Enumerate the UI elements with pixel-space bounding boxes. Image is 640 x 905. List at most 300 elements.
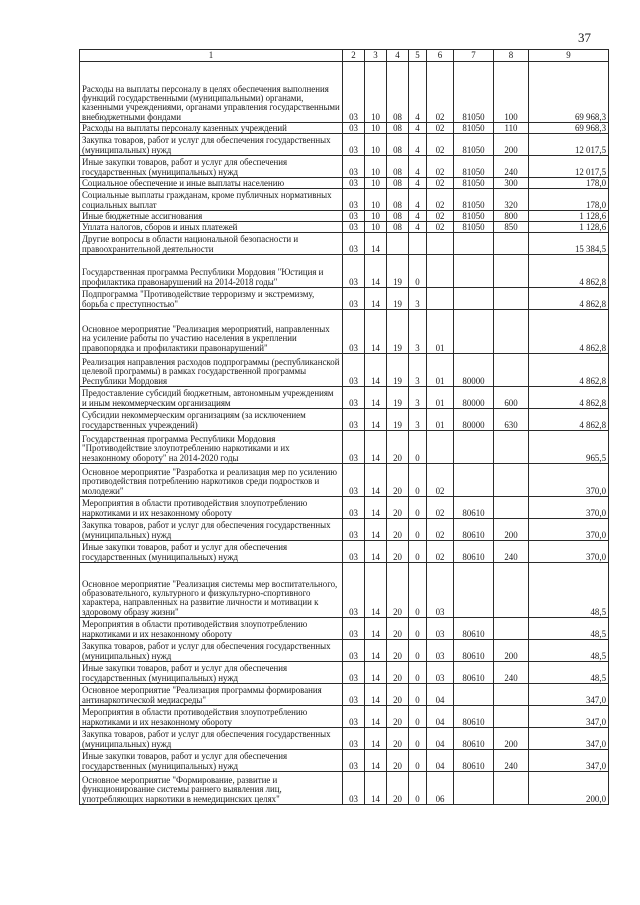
row-amount: 1 128,6 — [529, 222, 609, 233]
row-name: Уплата налогов, сборов и иных платежей — [80, 222, 343, 233]
row-name: Иные закупки товаров, работ и услуг для обеспечения государственных (муниципальных) нужд — [80, 750, 343, 772]
table-row — [80, 255, 609, 288]
row-code-direction: 81050 — [454, 156, 494, 178]
row-code-measure: 01 — [427, 354, 454, 387]
row-code-subprogram: 4 — [409, 62, 427, 123]
row-name: Основное мероприятие "Формирование, развитие и функционирование системы раннего выявления лиц, употребляющих наркотики в немедицинских целях" — [80, 772, 343, 805]
row-code-section: 03 — [343, 464, 365, 497]
table-row — [80, 497, 609, 519]
row-code-subsection: 14 — [365, 563, 387, 618]
row-code-direction: 81050 — [454, 189, 494, 211]
row-code-expense-type: 200 — [494, 640, 529, 662]
row-code-program: 20 — [387, 684, 409, 706]
row-code-subprogram: 0 — [409, 464, 427, 497]
row-code-subprogram: 3 — [409, 387, 427, 409]
row-code-expense-type — [494, 684, 529, 706]
row-code-subprogram: 0 — [409, 563, 427, 618]
row-code-subsection: 10 — [365, 211, 387, 222]
row-code-measure: 06 — [427, 772, 454, 805]
row-code-subsection: 14 — [365, 310, 387, 354]
row-amount: 12 017,5 — [529, 156, 609, 178]
row-code-expense-type: 300 — [494, 178, 529, 189]
row-code-direction: 80610 — [454, 728, 494, 750]
header-row — [80, 50, 609, 62]
row-code-program: 20 — [387, 618, 409, 640]
row-amount: 12 017,5 — [529, 134, 609, 156]
table-row — [80, 728, 609, 750]
table-row — [80, 62, 609, 123]
row-name: Закупка товаров, работ и услуг для обеспечения государственных (муниципальных) нужд — [80, 134, 343, 156]
row-code-subprogram: 0 — [409, 684, 427, 706]
row-code-section: 03 — [343, 618, 365, 640]
row-code-expense-type — [494, 772, 529, 805]
row-code-subsection: 10 — [365, 156, 387, 178]
row-amount: 347,0 — [529, 684, 609, 706]
row-code-direction — [454, 563, 494, 618]
row-amount: 4 862,8 — [529, 310, 609, 354]
row-code-section: 03 — [343, 123, 365, 134]
row-code-direction: 80000 — [454, 387, 494, 409]
row-name: Предоставление субсидий бюджетным, автономным учреждениям и иным некоммерческим организациям — [80, 387, 343, 409]
row-code-section: 03 — [343, 156, 365, 178]
row-code-measure: 02 — [427, 189, 454, 211]
budget-table — [79, 49, 609, 805]
table-row — [80, 178, 609, 189]
row-code-section: 03 — [343, 62, 365, 123]
table-row — [80, 310, 609, 354]
col-header: 6 — [427, 50, 454, 62]
row-code-section: 03 — [343, 662, 365, 684]
row-code-measure: 02 — [427, 497, 454, 519]
row-amount: 370,0 — [529, 519, 609, 541]
col-header: 9 — [529, 50, 609, 62]
table-row — [80, 464, 609, 497]
row-name: Основное мероприятие "Реализация системы мер воспитательного, образовательного, культурного и физкультурно-спортивного характера, направленных на развитие личности и мотивации к здоровому образу жизни" — [80, 563, 343, 618]
row-amount: 370,0 — [529, 541, 609, 563]
table-row — [80, 750, 609, 772]
row-code-measure — [427, 288, 454, 310]
row-code-section: 03 — [343, 178, 365, 189]
row-name: Иные закупки товаров, работ и услуг для обеспечения государственных (муниципальных) нужд — [80, 156, 343, 178]
row-code-subsection: 14 — [365, 684, 387, 706]
row-code-subsection: 14 — [365, 288, 387, 310]
row-code-direction: 80610 — [454, 497, 494, 519]
row-code-subprogram: 4 — [409, 178, 427, 189]
row-name: Иные закупки товаров, работ и услуг для обеспечения государственных (муниципальных) нужд — [80, 541, 343, 563]
row-code-direction — [454, 288, 494, 310]
row-code-expense-type — [494, 618, 529, 640]
row-code-section: 03 — [343, 640, 365, 662]
row-amount: 347,0 — [529, 706, 609, 728]
row-code-direction: 81050 — [454, 134, 494, 156]
row-code-direction: 81050 — [454, 178, 494, 189]
table-row — [80, 772, 609, 805]
row-code-direction — [454, 255, 494, 288]
row-name: Расходы на выплаты персоналу в целях обеспечения выполнения функций государственными (муниципальными) органами, казенными учреждениями, органами управления государственными внебюджетными фондами — [80, 62, 343, 123]
row-code-program — [387, 233, 409, 255]
row-code-direction: 80610 — [454, 541, 494, 563]
row-amount: 48,5 — [529, 640, 609, 662]
row-code-subsection: 14 — [365, 233, 387, 255]
row-code-expense-type: 240 — [494, 541, 529, 563]
row-code-subsection: 14 — [365, 354, 387, 387]
row-code-subprogram: 4 — [409, 189, 427, 211]
row-code-section: 03 — [343, 233, 365, 255]
row-code-section: 03 — [343, 706, 365, 728]
row-code-program: 20 — [387, 464, 409, 497]
row-code-subprogram: 0 — [409, 750, 427, 772]
row-amount: 347,0 — [529, 750, 609, 772]
row-code-subsection: 14 — [365, 409, 387, 431]
row-name: Социальное обеспечение и иные выплаты населению — [80, 178, 343, 189]
row-amount: 4 862,8 — [529, 387, 609, 409]
row-code-subprogram: 3 — [409, 288, 427, 310]
row-code-expense-type — [494, 464, 529, 497]
row-code-program: 08 — [387, 156, 409, 178]
row-code-section: 03 — [343, 772, 365, 805]
row-code-subprogram: 4 — [409, 123, 427, 134]
row-code-direction: 80610 — [454, 519, 494, 541]
row-code-expense-type: 100 — [494, 62, 529, 123]
row-name: Основное мероприятие "Реализация программы формирования антинаркотической медиасреды" — [80, 684, 343, 706]
row-code-program: 19 — [387, 288, 409, 310]
row-code-direction — [454, 431, 494, 464]
row-code-measure: 02 — [427, 541, 454, 563]
row-name: Мероприятия в области противодействия злоупотреблению наркотиками и их незаконному обороту — [80, 497, 343, 519]
row-code-measure: 02 — [427, 123, 454, 134]
row-amount: 4 862,8 — [529, 255, 609, 288]
row-code-measure: 04 — [427, 706, 454, 728]
table-row — [80, 684, 609, 706]
row-code-subprogram: 4 — [409, 211, 427, 222]
row-code-direction: 81050 — [454, 123, 494, 134]
row-name: Расходы на выплаты персоналу казенных учреждений — [80, 123, 343, 134]
row-code-expense-type: 630 — [494, 409, 529, 431]
row-code-subsection: 14 — [365, 387, 387, 409]
row-amount: 48,5 — [529, 563, 609, 618]
row-name: Основное мероприятие "Реализация мероприятий, направленных на усиление работы по участию населения в укреплении правопорядка и профилактики правонарушений" — [80, 310, 343, 354]
row-code-program: 19 — [387, 255, 409, 288]
table-row — [80, 189, 609, 211]
row-code-subsection: 10 — [365, 222, 387, 233]
row-code-subsection: 14 — [365, 431, 387, 464]
col-header: 1 — [80, 50, 343, 62]
row-code-program: 20 — [387, 750, 409, 772]
row-code-direction: 81050 — [454, 211, 494, 222]
row-code-subsection: 10 — [365, 123, 387, 134]
row-code-section: 03 — [343, 541, 365, 563]
table-row — [80, 156, 609, 178]
row-name: Субсидии некоммерческим организациям (за исключением государственных учреждений) — [80, 409, 343, 431]
row-code-section: 03 — [343, 255, 365, 288]
row-code-program: 19 — [387, 310, 409, 354]
row-code-direction: 81050 — [454, 62, 494, 123]
row-code-subsection: 14 — [365, 255, 387, 288]
row-code-expense-type — [494, 431, 529, 464]
row-code-measure: 02 — [427, 222, 454, 233]
row-code-expense-type: 240 — [494, 156, 529, 178]
col-header: 3 — [365, 50, 387, 62]
row-code-subprogram — [409, 233, 427, 255]
row-name: Мероприятия в области противодействия злоупотреблению наркотиками и их незаконному обороту — [80, 706, 343, 728]
row-code-measure: 02 — [427, 519, 454, 541]
row-code-subprogram: 0 — [409, 640, 427, 662]
row-code-subsection: 10 — [365, 189, 387, 211]
row-code-program: 19 — [387, 409, 409, 431]
table-row — [80, 134, 609, 156]
row-amount: 1 128,6 — [529, 211, 609, 222]
row-code-subprogram: 0 — [409, 431, 427, 464]
row-name: Государственная программа Республики Мордовия "Юстиция и профилактика правонарушений на 2014-2018 годы" — [80, 255, 343, 288]
row-code-program: 19 — [387, 354, 409, 387]
row-code-expense-type: 240 — [494, 750, 529, 772]
row-code-subprogram: 0 — [409, 772, 427, 805]
row-code-program: 20 — [387, 706, 409, 728]
row-code-measure: 02 — [427, 178, 454, 189]
row-code-expense-type: 320 — [494, 189, 529, 211]
row-code-measure: 04 — [427, 684, 454, 706]
row-code-section: 03 — [343, 189, 365, 211]
row-name: Основное мероприятие "Разработка и реализация мер по усилению противодействия потреблению наркотиков среди подростков и молодежи" — [80, 464, 343, 497]
row-code-direction: 80610 — [454, 662, 494, 684]
row-code-expense-type — [494, 706, 529, 728]
col-header: 2 — [343, 50, 365, 62]
row-code-subsection: 14 — [365, 464, 387, 497]
row-code-subprogram: 0 — [409, 706, 427, 728]
row-amount: 200,0 — [529, 772, 609, 805]
row-code-section: 03 — [343, 211, 365, 222]
table-row — [80, 662, 609, 684]
row-name: Мероприятия в области противодействия злоупотреблению наркотиками и их незаконному обороту — [80, 618, 343, 640]
row-code-expense-type — [494, 233, 529, 255]
row-name: Реализация направления расходов подпрограммы (республиканской целевой программы) в рамках государственной программы Республики Мордовия — [80, 354, 343, 387]
row-code-subsection: 14 — [365, 640, 387, 662]
row-code-program: 19 — [387, 387, 409, 409]
row-code-direction: 80610 — [454, 640, 494, 662]
table-row — [80, 541, 609, 563]
row-code-expense-type — [494, 497, 529, 519]
row-code-subsection: 14 — [365, 706, 387, 728]
row-code-expense-type: 240 — [494, 662, 529, 684]
table-row — [80, 431, 609, 464]
row-code-program: 08 — [387, 62, 409, 123]
row-code-direction: 81050 — [454, 222, 494, 233]
row-name: Закупка товаров, работ и услуг для обеспечения государственных (муниципальных) нужд — [80, 728, 343, 750]
row-name: Подпрограмма "Противодействие терроризму и экстремизму, борьба с преступностью" — [80, 288, 343, 310]
row-code-section: 03 — [343, 431, 365, 464]
row-code-subprogram: 4 — [409, 222, 427, 233]
row-code-program: 08 — [387, 123, 409, 134]
row-code-subprogram: 4 — [409, 134, 427, 156]
table-row — [80, 563, 609, 618]
col-header: 7 — [454, 50, 494, 62]
row-code-program: 20 — [387, 563, 409, 618]
row-code-direction: 80610 — [454, 706, 494, 728]
row-code-program: 08 — [387, 134, 409, 156]
row-amount: 4 862,8 — [529, 409, 609, 431]
table-row — [80, 618, 609, 640]
table-row — [80, 288, 609, 310]
row-code-measure: 03 — [427, 662, 454, 684]
row-code-measure: 04 — [427, 750, 454, 772]
row-code-section: 03 — [343, 134, 365, 156]
table-row — [80, 409, 609, 431]
row-code-measure: 03 — [427, 640, 454, 662]
table-row — [80, 387, 609, 409]
table-row — [80, 706, 609, 728]
row-code-program: 20 — [387, 541, 409, 563]
table-row — [80, 354, 609, 387]
row-code-direction: 80610 — [454, 618, 494, 640]
row-code-subsection: 14 — [365, 728, 387, 750]
row-code-expense-type — [494, 563, 529, 618]
row-code-measure: 03 — [427, 618, 454, 640]
row-amount: 178,0 — [529, 189, 609, 211]
row-code-measure: 01 — [427, 310, 454, 354]
row-code-direction: 80000 — [454, 354, 494, 387]
row-code-subprogram: 4 — [409, 156, 427, 178]
row-code-measure: 02 — [427, 134, 454, 156]
row-amount: 370,0 — [529, 497, 609, 519]
row-code-measure: 02 — [427, 62, 454, 123]
row-code-section: 03 — [343, 354, 365, 387]
row-code-section: 03 — [343, 387, 365, 409]
row-code-measure: 01 — [427, 387, 454, 409]
row-name: Другие вопросы в области национальной безопасности и правоохранительной деятельности — [80, 233, 343, 255]
row-code-measure — [427, 431, 454, 464]
col-header: 5 — [409, 50, 427, 62]
row-code-section: 03 — [343, 222, 365, 233]
row-code-subprogram: 3 — [409, 409, 427, 431]
row-code-expense-type: 200 — [494, 519, 529, 541]
row-code-measure — [427, 233, 454, 255]
row-code-expense-type — [494, 310, 529, 354]
row-code-subprogram: 0 — [409, 728, 427, 750]
row-code-expense-type: 600 — [494, 387, 529, 409]
row-code-subprogram: 3 — [409, 310, 427, 354]
row-code-subprogram: 0 — [409, 255, 427, 288]
row-code-direction — [454, 464, 494, 497]
row-code-direction — [454, 310, 494, 354]
row-name: Закупка товаров, работ и услуг для обеспечения государственных (муниципальных) нужд — [80, 640, 343, 662]
row-code-direction: 80000 — [454, 409, 494, 431]
row-name: Иные закупки товаров, работ и услуг для обеспечения государственных (муниципальных) нужд — [80, 662, 343, 684]
row-code-program: 20 — [387, 662, 409, 684]
table-row — [80, 123, 609, 134]
row-name: Иные бюджетные ассигнования — [80, 211, 343, 222]
row-code-measure: 04 — [427, 728, 454, 750]
row-code-program: 08 — [387, 178, 409, 189]
row-code-subsection: 14 — [365, 750, 387, 772]
row-code-expense-type: 200 — [494, 134, 529, 156]
row-code-subsection: 10 — [365, 134, 387, 156]
row-code-program: 20 — [387, 431, 409, 464]
row-code-subsection: 14 — [365, 519, 387, 541]
row-name: Социальные выплаты гражданам, кроме публичных нормативных социальных выплат — [80, 189, 343, 211]
row-code-section: 03 — [343, 497, 365, 519]
table-row — [80, 519, 609, 541]
row-code-subsection: 14 — [365, 618, 387, 640]
row-code-subprogram: 0 — [409, 541, 427, 563]
col-header: 4 — [387, 50, 409, 62]
table-row — [80, 233, 609, 255]
row-code-program: 20 — [387, 728, 409, 750]
row-code-direction: 80610 — [454, 750, 494, 772]
row-amount: 15 384,5 — [529, 233, 609, 255]
row-code-section: 03 — [343, 684, 365, 706]
row-code-measure — [427, 255, 454, 288]
row-code-program: 20 — [387, 497, 409, 519]
row-code-expense-type — [494, 255, 529, 288]
row-code-section: 03 — [343, 563, 365, 618]
row-code-section: 03 — [343, 519, 365, 541]
row-code-subsection: 14 — [365, 541, 387, 563]
row-code-program: 20 — [387, 640, 409, 662]
row-code-subsection: 10 — [365, 62, 387, 123]
row-code-subprogram: 0 — [409, 618, 427, 640]
row-code-measure: 02 — [427, 211, 454, 222]
row-amount: 4 862,8 — [529, 354, 609, 387]
row-code-direction — [454, 684, 494, 706]
row-amount: 370,0 — [529, 464, 609, 497]
row-amount: 69 968,3 — [529, 123, 609, 134]
row-code-program: 08 — [387, 222, 409, 233]
row-code-subprogram: 0 — [409, 662, 427, 684]
row-code-expense-type — [494, 354, 529, 387]
row-code-subsection: 14 — [365, 662, 387, 684]
row-code-program: 08 — [387, 211, 409, 222]
row-code-direction — [454, 772, 494, 805]
row-name: Закупка товаров, работ и услуг для обеспечения государственных (муниципальных) нужд — [80, 519, 343, 541]
row-code-subprogram: 3 — [409, 354, 427, 387]
table-row — [80, 640, 609, 662]
row-code-measure: 03 — [427, 563, 454, 618]
row-code-section: 03 — [343, 728, 365, 750]
row-amount: 48,5 — [529, 618, 609, 640]
row-amount: 347,0 — [529, 728, 609, 750]
table-row — [80, 222, 609, 233]
page-number: 37 — [578, 30, 591, 45]
row-code-direction — [454, 233, 494, 255]
row-code-expense-type: 800 — [494, 211, 529, 222]
row-code-measure: 02 — [427, 156, 454, 178]
row-amount: 965,5 — [529, 431, 609, 464]
row-code-measure: 02 — [427, 464, 454, 497]
row-amount: 178,0 — [529, 178, 609, 189]
row-code-subsection: 14 — [365, 772, 387, 805]
row-code-program: 08 — [387, 189, 409, 211]
row-code-section: 03 — [343, 288, 365, 310]
table-row — [80, 211, 609, 222]
row-code-section: 03 — [343, 409, 365, 431]
row-code-expense-type: 200 — [494, 728, 529, 750]
row-code-section: 03 — [343, 310, 365, 354]
row-code-program: 20 — [387, 519, 409, 541]
row-amount: 69 968,3 — [529, 62, 609, 123]
row-code-expense-type — [494, 288, 529, 310]
col-header: 8 — [494, 50, 529, 62]
row-code-expense-type: 850 — [494, 222, 529, 233]
row-amount: 4 862,8 — [529, 288, 609, 310]
row-amount: 48,5 — [529, 662, 609, 684]
row-code-measure: 01 — [427, 409, 454, 431]
row-code-program: 20 — [387, 772, 409, 805]
row-code-subprogram: 0 — [409, 519, 427, 541]
row-code-subsection: 14 — [365, 497, 387, 519]
row-code-subsection: 10 — [365, 178, 387, 189]
row-code-section: 03 — [343, 750, 365, 772]
row-code-expense-type: 110 — [494, 123, 529, 134]
